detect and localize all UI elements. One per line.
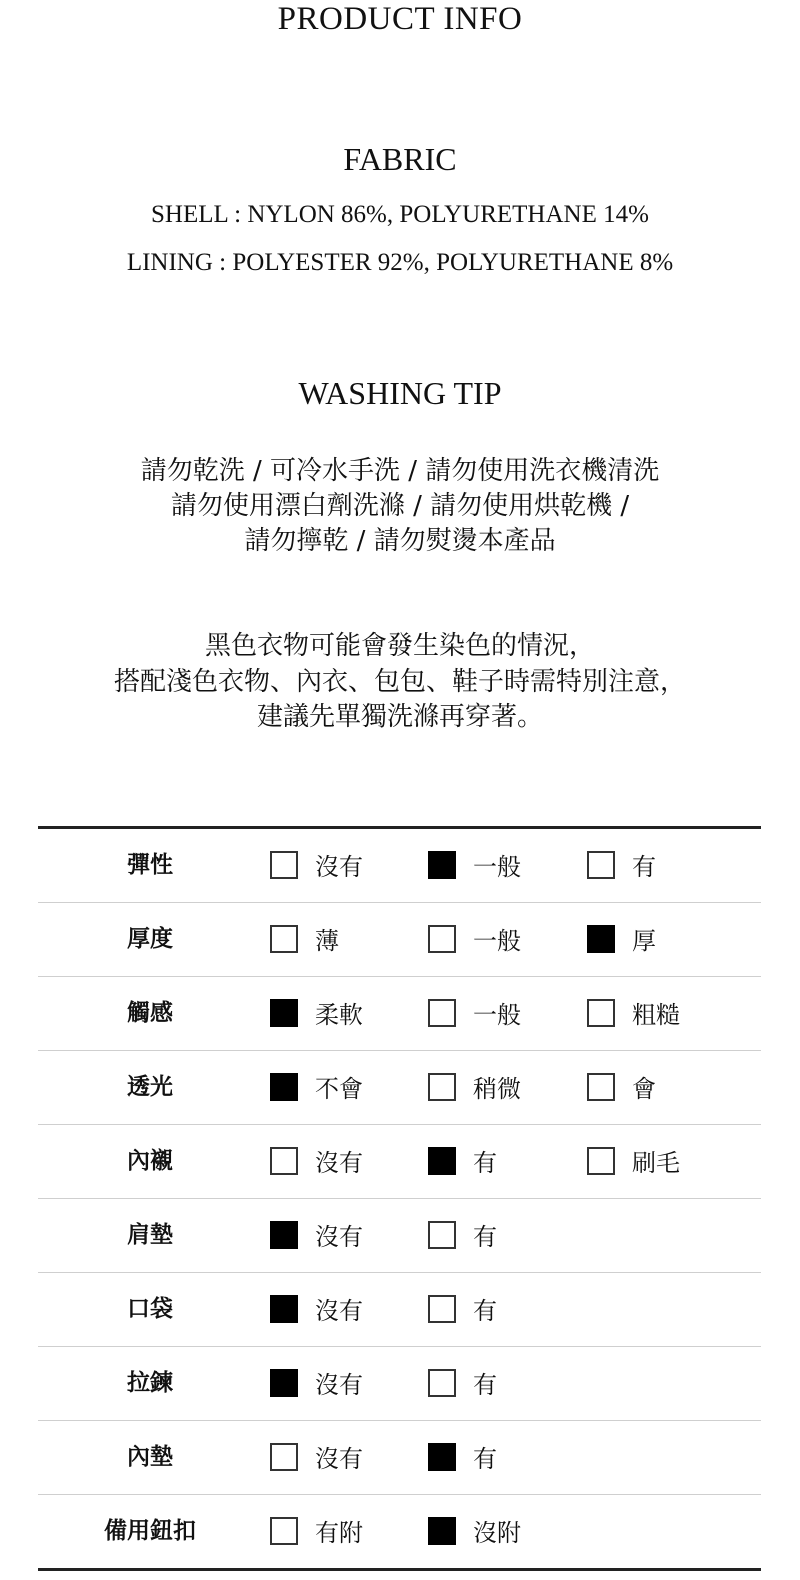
dye-note-line: 黑色衣物可能會發生染色的情況， (204, 631, 595, 661)
attribute-option-label: 有 (473, 1223, 497, 1251)
empty-box-icon (428, 999, 456, 1027)
page-title: PRODUCT INFO (277, 1, 523, 37)
attribute-row (38, 1125, 761, 1199)
fabric-lining-composition: LINING : POLYESTER 92%, POLYURETHANE 8% (126, 249, 674, 276)
attribute-label: 備用鈕扣 (104, 1518, 196, 1544)
attribute-option-label: 沒有 (315, 1371, 363, 1399)
attribute-option-label: 厚 (632, 927, 656, 955)
attribute-label: 厚度 (127, 926, 173, 952)
attribute-option-label: 薄 (315, 927, 339, 955)
fabric-heading: FABRIC (343, 141, 457, 177)
attribute-label: 內襯 (127, 1148, 173, 1174)
attribute-option-label: 不會 (315, 1075, 363, 1103)
attribute-row (38, 977, 761, 1051)
attribute-label: 透光 (127, 1074, 173, 1100)
checked-box-icon (428, 1443, 456, 1471)
attribute-option-label: 會 (632, 1075, 656, 1103)
empty-box-icon (270, 925, 298, 953)
checked-box-icon (270, 1295, 298, 1323)
attribute-label: 肩墊 (127, 1222, 173, 1248)
attribute-option-label: 沒附 (473, 1519, 521, 1547)
attribute-option-label: 有 (473, 1297, 497, 1325)
attribute-option-label: 沒有 (315, 853, 363, 881)
attribute-row (38, 1495, 761, 1568)
checked-box-icon (428, 1147, 456, 1175)
empty-box-icon (587, 999, 615, 1027)
attribute-option-label: 一般 (473, 853, 521, 881)
empty-box-icon (587, 1147, 615, 1175)
checked-box-icon (270, 1221, 298, 1249)
empty-box-icon (428, 1073, 456, 1101)
product-attributes-table (38, 826, 761, 1571)
washing-tip-line: 請勿使用漂白劑洗滌 / 請勿使用烘乾機 / (170, 491, 630, 521)
checked-box-icon (270, 1073, 298, 1101)
washing-heading: WASHING TIP (298, 375, 502, 411)
attribute-option-label: 有 (632, 853, 656, 881)
checked-box-icon (587, 925, 615, 953)
checked-box-icon (270, 999, 298, 1027)
attribute-row (38, 829, 761, 903)
empty-box-icon (270, 851, 298, 879)
attribute-label: 彈性 (127, 852, 173, 878)
attribute-option-label: 一般 (473, 1001, 521, 1029)
attribute-row (38, 1273, 761, 1347)
attribute-row (38, 1347, 761, 1421)
attribute-row (38, 903, 761, 977)
attribute-option-label: 有附 (315, 1519, 363, 1547)
attribute-row (38, 1051, 761, 1125)
attribute-label: 口袋 (127, 1296, 173, 1322)
attribute-option-label: 沒有 (315, 1223, 363, 1251)
attribute-option-label: 有 (473, 1445, 497, 1473)
attribute-option-label: 粗糙 (632, 1001, 680, 1029)
checked-box-icon (428, 851, 456, 879)
empty-box-icon (428, 1369, 456, 1397)
dye-note-line: 建議先單獨洗滌再穿著。 (256, 702, 543, 732)
empty-box-icon (428, 1221, 456, 1249)
attribute-row (38, 1421, 761, 1495)
empty-box-icon (428, 1295, 456, 1323)
washing-tip-line: 請勿乾洗 / 可冷水手洗 / 請勿使用洗衣機清洗 (140, 456, 660, 486)
attribute-option-label: 有 (473, 1371, 497, 1399)
attribute-label: 內墊 (127, 1444, 173, 1470)
empty-box-icon (587, 1073, 615, 1101)
empty-box-icon (270, 1147, 298, 1175)
attribute-option-label: 沒有 (315, 1297, 363, 1325)
attribute-label: 拉鍊 (127, 1370, 173, 1396)
attribute-option-label: 一般 (473, 927, 521, 955)
attribute-row (38, 1199, 761, 1273)
attribute-option-label: 沒有 (315, 1149, 363, 1177)
attribute-label: 觸感 (127, 1000, 173, 1026)
empty-box-icon (270, 1517, 298, 1545)
attribute-option-label: 柔軟 (315, 1001, 363, 1029)
attribute-option-label: 有 (473, 1149, 497, 1177)
empty-box-icon (270, 1443, 298, 1471)
attribute-option-label: 稍微 (473, 1075, 521, 1103)
checked-box-icon (428, 1517, 456, 1545)
checked-box-icon (270, 1369, 298, 1397)
fabric-shell-composition: SHELL : NYLON 86%, POLYURETHANE 14% (151, 201, 649, 228)
attribute-option-label: 刷毛 (632, 1149, 680, 1177)
washing-tip-line: 請勿擰乾 / 請勿熨燙本產品 (244, 526, 556, 556)
empty-box-icon (428, 925, 456, 953)
dye-note-line: 搭配淺色衣物、內衣、包包、鞋子時需特別注意， (113, 667, 686, 697)
attribute-option-label: 沒有 (315, 1445, 363, 1473)
empty-box-icon (587, 851, 615, 879)
